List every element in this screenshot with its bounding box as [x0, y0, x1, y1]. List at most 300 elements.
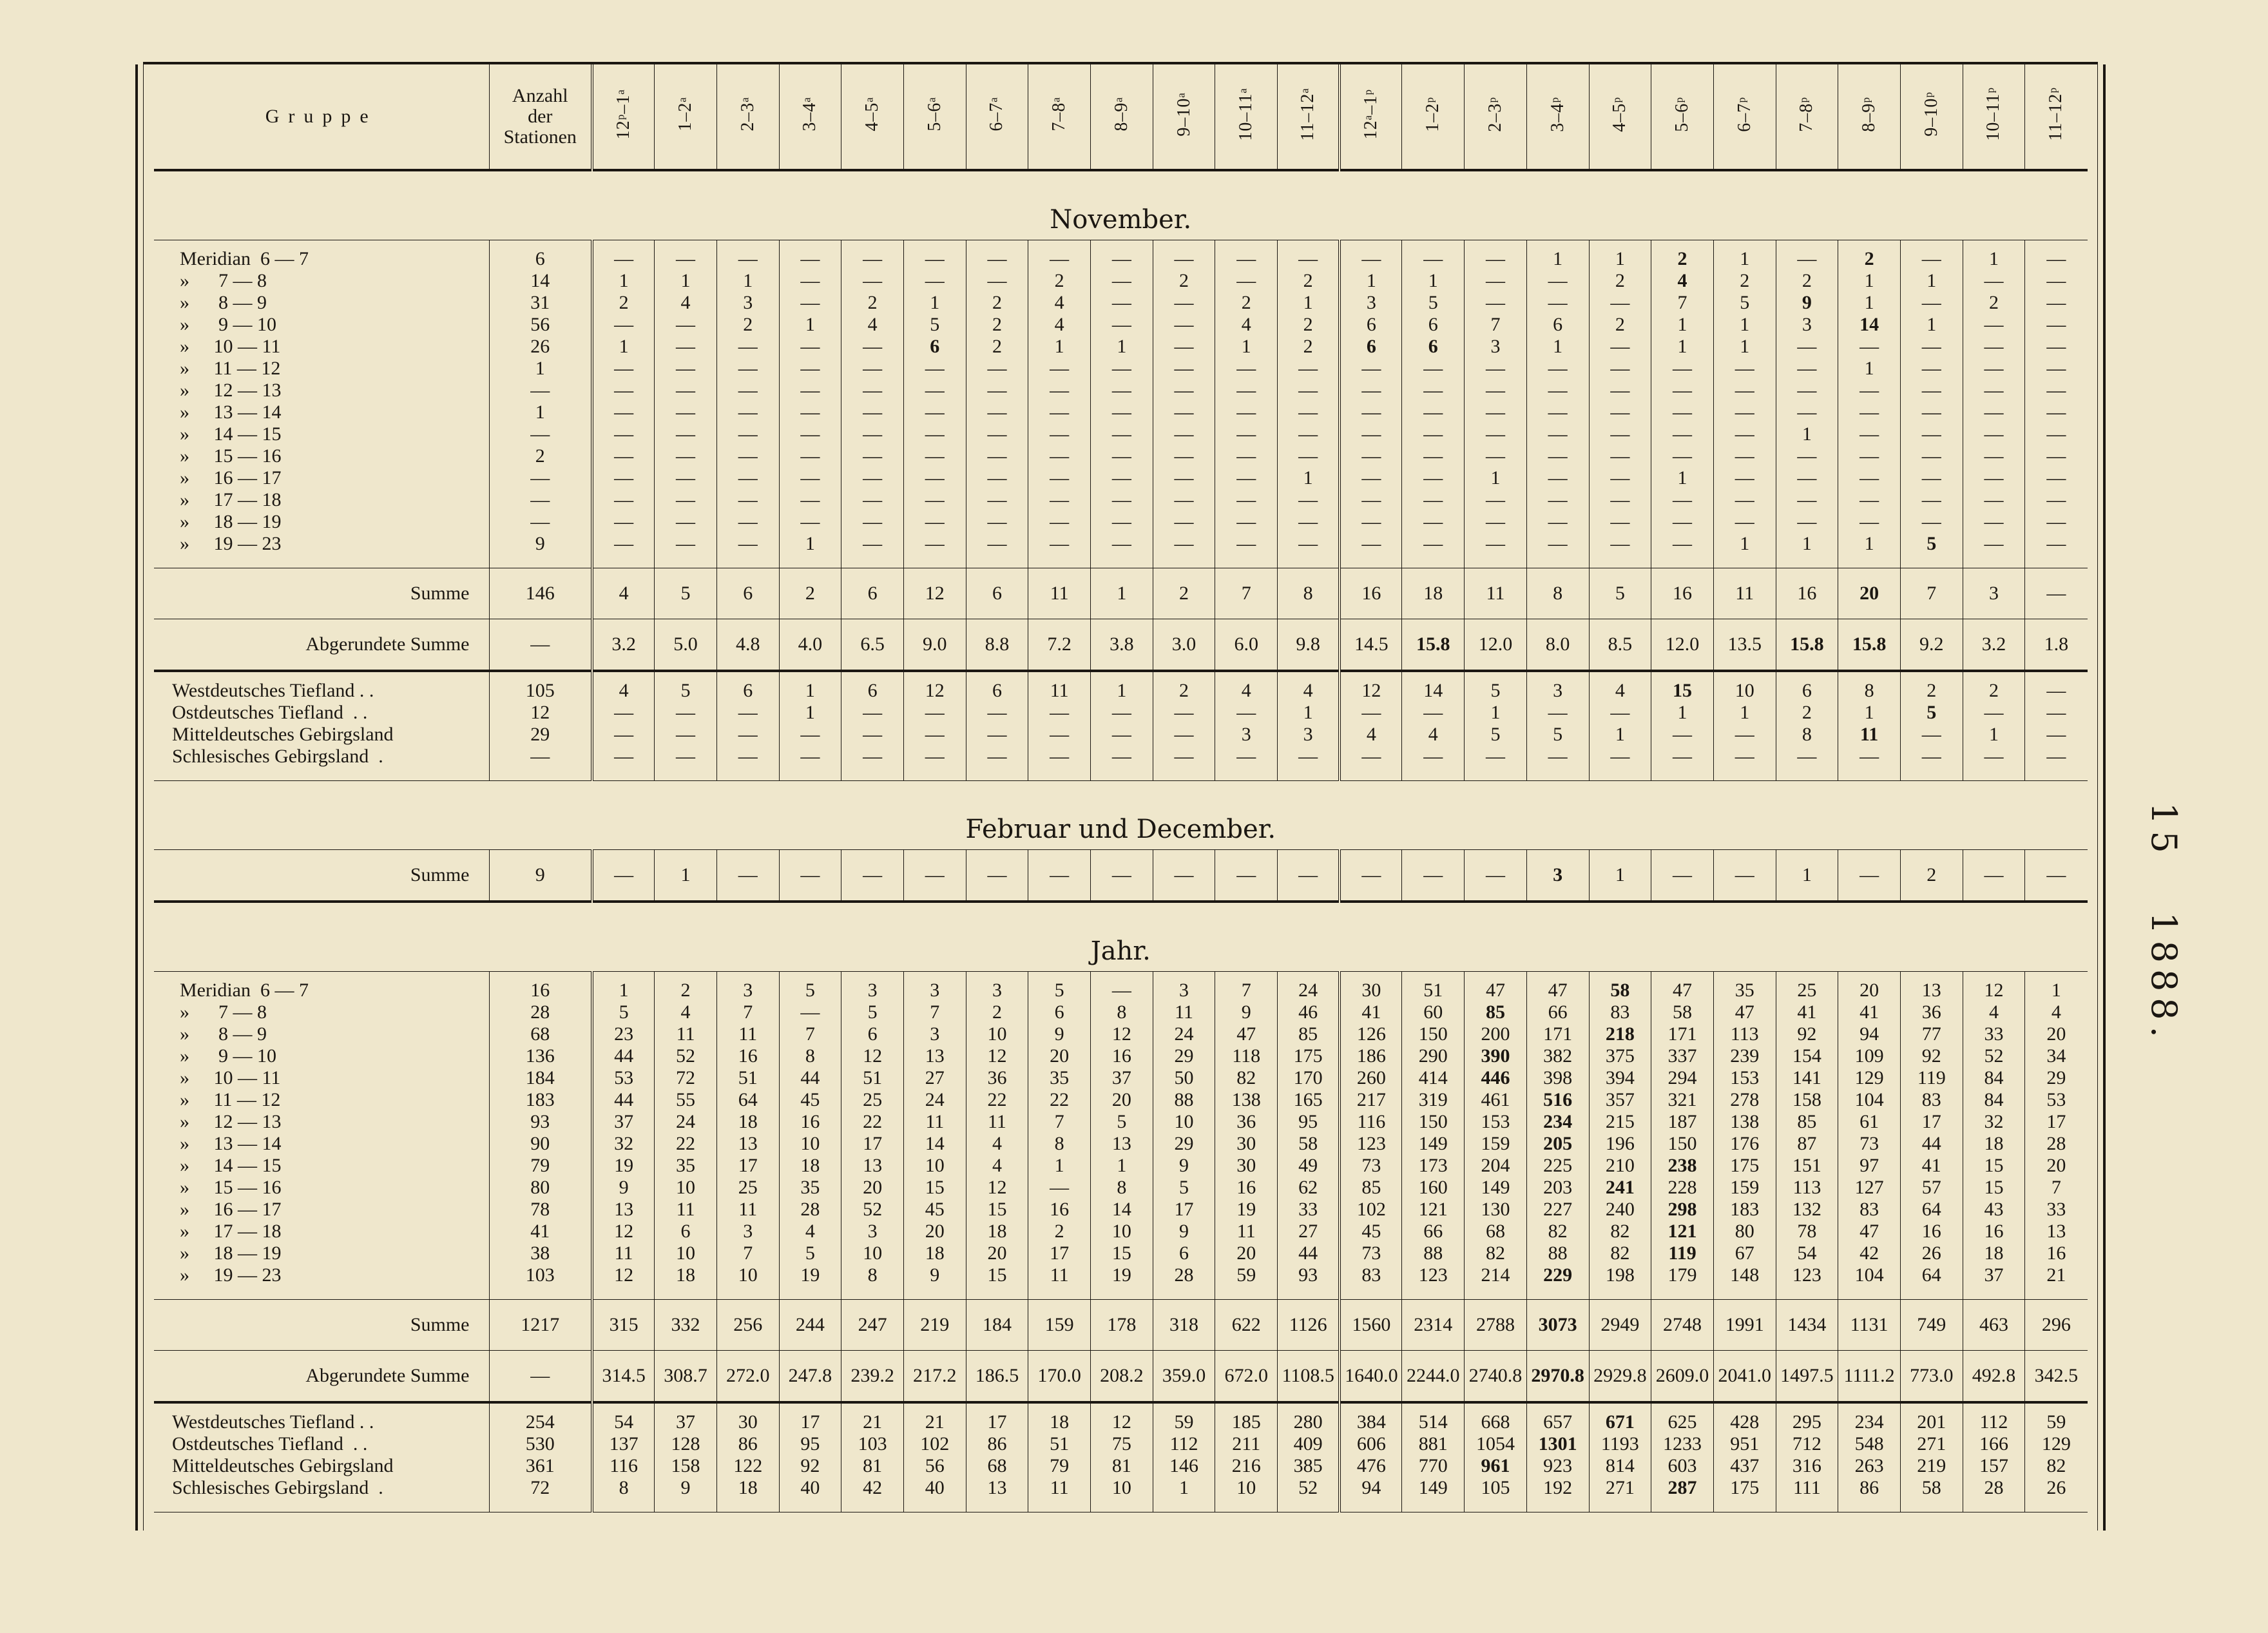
cell-value: — [1091, 511, 1153, 533]
cell-value: 215 [1589, 1111, 1651, 1133]
cell-value: — [1340, 702, 1402, 724]
cell-value: 12 [592, 1221, 655, 1242]
cell-value: — [592, 358, 655, 380]
cell-value: 773.0 [1900, 1351, 1963, 1403]
cell-value: — [1153, 511, 1215, 533]
cell-value: 11 [716, 1023, 779, 1045]
cell-value: 34 [2025, 1045, 2088, 1067]
cell-value: — [1402, 358, 1465, 380]
cell-value: 9 [903, 1264, 966, 1300]
cell-value: — [903, 702, 966, 724]
cell-value: — [716, 511, 779, 533]
cell-value: — [1153, 292, 1215, 314]
section-title: Jahr. [154, 902, 2088, 972]
cell-value: 4.8 [716, 619, 779, 672]
cell-value: 12 [966, 1177, 1028, 1199]
cell-value: — [592, 467, 655, 489]
cell-value: 29 [2025, 1067, 2088, 1089]
cell-value: 6 [1340, 314, 1402, 336]
cell-value: 5 [779, 1242, 841, 1264]
cell-value: 2 [1900, 850, 1963, 902]
cell-value: 214 [1465, 1264, 1527, 1300]
cell-value: 749 [1900, 1300, 1963, 1351]
cell-value: 1991 [1713, 1300, 1776, 1351]
cell-value: 1126 [1278, 1300, 1340, 1351]
row-label: » 12 — 13 [180, 1111, 282, 1132]
cell-value: — [655, 401, 717, 423]
cell-value: — [779, 489, 841, 511]
cell-value: 28 [779, 1199, 841, 1221]
cell-value: 200 [1465, 1023, 1527, 1045]
cell-value: 7 [903, 1001, 966, 1023]
cell-value: 49 [1278, 1155, 1340, 1177]
cell-value: — [1340, 380, 1402, 401]
cell-value: 104 [1838, 1089, 1901, 1111]
station-count: 56 [489, 314, 592, 336]
header-hour: 12ᵃ–1ᵖ [1340, 64, 1402, 170]
row-label: » 8 — 9 [180, 292, 267, 313]
meridian-row [154, 445, 2088, 467]
cell-value: — [1526, 511, 1589, 533]
header-hour: 7–8ᵃ [1028, 64, 1091, 170]
cell-value: 375 [1589, 1045, 1651, 1067]
cell-value: 24 [655, 1111, 717, 1133]
cell-value: 8 [841, 1264, 904, 1300]
row-label: Schlesisches Gebirgsland . [154, 746, 489, 781]
cell-value: — [655, 467, 717, 489]
cell-value: — [1028, 401, 1091, 423]
cell-value: 2 [1776, 270, 1838, 292]
station-count: 29 [489, 724, 592, 746]
cell-value: 1 [655, 850, 717, 902]
cell-value: — [1651, 358, 1714, 380]
cell-value: 19 [1215, 1199, 1278, 1221]
cell-value: — [1589, 358, 1651, 380]
cell-value: 1 [779, 702, 841, 724]
cell-value: 603 [1651, 1455, 1714, 1477]
cell-value: — [903, 270, 966, 292]
cell-value: 6 [903, 336, 966, 358]
cell-value: 9 [1776, 292, 1838, 314]
cell-value: — [592, 746, 655, 781]
cell-value: 622 [1215, 1300, 1278, 1351]
station-count: — [489, 467, 592, 489]
cell-value: 16 [1340, 568, 1402, 619]
cell-value: — [1900, 511, 1963, 533]
cell-value: — [1402, 533, 1465, 568]
cell-value: 8 [592, 1477, 655, 1512]
cell-value: 1 [1963, 240, 2025, 271]
cell-value: — [1153, 423, 1215, 445]
cell-value: 15 [903, 1177, 966, 1199]
cell-value: 314.5 [592, 1351, 655, 1403]
cell-value: — [1776, 467, 1838, 489]
header-hour: 3–4ᵃ [779, 64, 841, 170]
cell-value: 1 [1713, 240, 1776, 271]
cell-value: — [655, 533, 717, 568]
cell-value: — [779, 511, 841, 533]
cell-value: 47 [1465, 972, 1527, 1002]
cell-value: — [841, 850, 904, 902]
cell-value: — [1963, 467, 2025, 489]
cell-value: — [1465, 850, 1527, 902]
cell-value: — [1776, 401, 1838, 423]
cell-value: 35 [1028, 1067, 1091, 1089]
cell-value: 3.8 [1091, 619, 1153, 672]
header-hour: 4–5ᵖ [1589, 64, 1651, 170]
row-label: Schlesisches Gebirgsland . [154, 1477, 489, 1512]
cell-value: 15 [966, 1264, 1028, 1300]
cell-value: — [1402, 489, 1465, 511]
station-count: 530 [489, 1433, 592, 1455]
cell-value: — [1028, 240, 1091, 271]
cell-value: 244 [779, 1300, 841, 1351]
cell-value: 1108.5 [1278, 1351, 1340, 1403]
cell-value: — [2025, 270, 2088, 292]
cell-value: 5 [1900, 533, 1963, 568]
cell-value: 1 [779, 533, 841, 568]
meridian-row [154, 401, 2088, 423]
cell-value: — [1651, 533, 1714, 568]
cell-value: 85 [1278, 1023, 1340, 1045]
cell-value: 514 [1402, 1402, 1465, 1433]
cell-value: 3 [716, 972, 779, 1002]
cell-value: 15 [1963, 1155, 2025, 1177]
meridian-row [154, 1133, 2088, 1155]
section-title: November. [154, 170, 2088, 240]
cell-value: — [655, 489, 717, 511]
cell-value: 159 [1713, 1177, 1776, 1199]
cell-value: — [1153, 746, 1215, 781]
cell-value: — [1465, 401, 1527, 423]
cell-value: 7 [1215, 568, 1278, 619]
cell-value: 1 [1091, 568, 1153, 619]
row-label: Westdeutsches Tiefland . . [172, 680, 374, 701]
meridian-row [154, 489, 2088, 511]
cell-value: 2 [1028, 1221, 1091, 1242]
meridian-row [154, 1023, 2088, 1045]
cell-value: 112 [1963, 1402, 2025, 1433]
cell-value: 2244.0 [1402, 1351, 1465, 1403]
cell-value: 1 [1713, 533, 1776, 568]
cell-value: — [1713, 724, 1776, 746]
cell-value: — [1028, 850, 1091, 902]
meridian-row [154, 1089, 2088, 1111]
cell-value: — [841, 511, 904, 533]
cell-value: — [2025, 358, 2088, 380]
cell-value: 11 [1153, 1001, 1215, 1023]
cell-value: 7 [1028, 1111, 1091, 1133]
cell-value: — [1028, 489, 1091, 511]
cell-value: 66 [1526, 1001, 1589, 1023]
cell-value: 53 [2025, 1089, 2088, 1111]
cell-value: 2 [966, 314, 1028, 336]
cell-value: — [2025, 292, 2088, 314]
cell-value: 123 [1402, 1264, 1465, 1300]
cell-value: 5 [655, 671, 717, 702]
cell-value: — [1589, 511, 1651, 533]
cell-value: 176 [1713, 1133, 1776, 1155]
cell-value: 166 [1963, 1433, 2025, 1455]
cell-value: — [1402, 423, 1465, 445]
cell-value: — [1465, 423, 1527, 445]
cell-value: 185 [1215, 1402, 1278, 1433]
cell-value: 3.2 [592, 619, 655, 672]
cell-value: 227 [1526, 1199, 1589, 1221]
cell-value: 17 [716, 1155, 779, 1177]
header-hour: 1–2ᵃ [655, 64, 717, 170]
cell-value: 87 [1776, 1133, 1838, 1155]
cell-value: — [1278, 533, 1340, 568]
cell-value: 1 [1838, 702, 1901, 724]
cell-value: 5 [1465, 671, 1527, 702]
cell-value: 2 [1776, 702, 1838, 724]
cell-value: — [1153, 724, 1215, 746]
cell-value: — [1215, 533, 1278, 568]
cell-value: 20 [903, 1221, 966, 1242]
section-title-row [154, 902, 2088, 972]
cell-value: 8 [1091, 1001, 1153, 1023]
cell-value: — [1278, 358, 1340, 380]
cell-value: 92 [1776, 1023, 1838, 1045]
cell-value: — [716, 850, 779, 902]
meridian-row [154, 1001, 2088, 1023]
cell-value: 13 [2025, 1221, 2088, 1242]
station-count: 105 [489, 671, 592, 702]
cell-value: 10 [779, 1133, 841, 1155]
cell-value: — [841, 702, 904, 724]
cell-value: 36 [1215, 1111, 1278, 1133]
cell-value: 157 [1963, 1455, 2025, 1477]
station-count: — [489, 489, 592, 511]
cell-value: 8.8 [966, 619, 1028, 672]
cell-value: 16 [1776, 568, 1838, 619]
cell-value: 216 [1215, 1455, 1278, 1477]
cell-value: 54 [1776, 1242, 1838, 1264]
cell-value: 18 [1028, 1402, 1091, 1433]
cell-value: — [966, 423, 1028, 445]
cell-value: 7.2 [1028, 619, 1091, 672]
cell-value: — [1963, 358, 2025, 380]
cell-value: 62 [1278, 1177, 1340, 1199]
cell-value: — [1526, 380, 1589, 401]
cell-value: 2 [966, 1001, 1028, 1023]
cell-value: 138 [1713, 1111, 1776, 1133]
cell-value: 12.0 [1465, 619, 1527, 672]
cell-value: 41 [1340, 1001, 1402, 1023]
cell-value: 30 [1215, 1133, 1278, 1155]
cell-value: 5 [1526, 724, 1589, 746]
cell-value: — [716, 380, 779, 401]
cell-value: 1 [1589, 850, 1651, 902]
cell-value: — [1278, 445, 1340, 467]
station-count: — [489, 380, 592, 401]
cell-value: 64 [716, 1089, 779, 1111]
cell-value: 234 [1838, 1402, 1901, 1433]
cell-value: 1 [1091, 1155, 1153, 1177]
station-count: 28 [489, 1001, 592, 1023]
cell-value: — [655, 423, 717, 445]
cell-value: — [779, 401, 841, 423]
cell-value: — [1340, 401, 1402, 423]
cell-value: 16 [1215, 1177, 1278, 1199]
cell-value: 1 [1465, 467, 1527, 489]
cell-value: 13 [903, 1045, 966, 1067]
header-hour: 4–5ᵃ [841, 64, 904, 170]
cell-value: — [841, 489, 904, 511]
cell-value: 8 [1838, 671, 1901, 702]
cell-value: 8 [1526, 568, 1589, 619]
cell-value: — [1776, 489, 1838, 511]
cell-value: 11 [655, 1023, 717, 1045]
cell-value: 37 [1091, 1067, 1153, 1089]
cell-value: — [1215, 702, 1278, 724]
cell-value: — [1900, 746, 1963, 781]
cell-value: 2 [1589, 314, 1651, 336]
cell-value: — [1963, 850, 2025, 902]
cell-value: 3 [841, 1221, 904, 1242]
cell-value: 103 [841, 1433, 904, 1455]
cell-value: — [1278, 401, 1340, 423]
cell-value: 10 [1091, 1221, 1153, 1242]
cell-value: 1 [1651, 702, 1714, 724]
cell-value: 83 [1340, 1264, 1402, 1300]
station-count: — [489, 511, 592, 533]
cell-value: — [779, 423, 841, 445]
cell-value: 3 [1776, 314, 1838, 336]
cell-value: 11 [1028, 671, 1091, 702]
cell-value: — [1589, 401, 1651, 423]
cell-value: 22 [966, 1089, 1028, 1111]
cell-value: 13 [1900, 972, 1963, 1002]
cell-value: — [1278, 850, 1340, 902]
cell-value: — [1713, 467, 1776, 489]
station-count: 16 [489, 972, 592, 1002]
cell-value: — [779, 292, 841, 314]
cell-value: — [1776, 746, 1838, 781]
station-count: 1 [489, 358, 592, 380]
meridian-row [154, 423, 2088, 445]
cell-value: 129 [2025, 1433, 2088, 1455]
cell-value: 37 [592, 1111, 655, 1133]
cell-value: 20 [1028, 1045, 1091, 1067]
cell-value: 22 [841, 1111, 904, 1133]
cell-value: 7 [2025, 1177, 2088, 1199]
cell-value: — [1963, 489, 2025, 511]
cell-value: 47 [1651, 972, 1714, 1002]
cell-value: 45 [1340, 1221, 1402, 1242]
cell-value: — [1340, 423, 1402, 445]
cell-value: 12 [592, 1264, 655, 1300]
cell-value: — [1215, 423, 1278, 445]
cell-value: 2740.8 [1465, 1351, 1527, 1403]
cell-value: 9.8 [1278, 619, 1340, 672]
cell-value: 175 [1278, 1045, 1340, 1067]
cell-value: 1233 [1651, 1433, 1714, 1455]
cell-value: — [1651, 401, 1714, 423]
cell-value: 923 [1526, 1455, 1589, 1477]
cell-value: 15 [1091, 1242, 1153, 1264]
cell-value: — [716, 467, 779, 489]
cell-value: 1 [1838, 292, 1901, 314]
cell-value: — [779, 467, 841, 489]
cell-value: 2 [1278, 270, 1340, 292]
cell-value: — [2025, 240, 2088, 271]
cell-value: 219 [903, 1300, 966, 1351]
station-count: 254 [489, 1402, 592, 1433]
row-label: Mitteldeutsches Gebirgsland [172, 1455, 394, 1476]
cell-value: 102 [903, 1433, 966, 1455]
cell-value: — [841, 401, 904, 423]
cell-value: 1 [779, 671, 841, 702]
cell-value: 184 [966, 1300, 1028, 1351]
cell-value: 59 [1215, 1264, 1278, 1300]
cell-value: — [2025, 423, 2088, 445]
cell-value: 8.5 [1589, 619, 1651, 672]
cell-value: 1 [1278, 292, 1340, 314]
cell-value: — [841, 445, 904, 467]
cell-value: 1 [903, 292, 966, 314]
cell-value: 1 [1651, 314, 1714, 336]
station-count: 31 [489, 292, 592, 314]
cell-value: — [1651, 445, 1714, 467]
cell-value: — [1526, 746, 1589, 781]
cell-value: 113 [1713, 1023, 1776, 1045]
cell-value: — [655, 511, 717, 533]
cell-value: 148 [1713, 1264, 1776, 1300]
cell-value: 170 [1278, 1067, 1340, 1089]
cell-value: 23 [592, 1023, 655, 1045]
cell-value: — [1526, 358, 1589, 380]
header-hour: 8–9ᵃ [1091, 64, 1153, 170]
cell-value: 6 [841, 568, 904, 619]
cell-value: 2 [1215, 292, 1278, 314]
cell-value: — [716, 489, 779, 511]
cell-value: 60 [1402, 1001, 1465, 1023]
cell-value: 18 [1963, 1242, 2025, 1264]
cell-value: 1054 [1465, 1433, 1527, 1455]
cell-value: — [716, 724, 779, 746]
cell-value: 263 [1838, 1455, 1901, 1477]
cell-value: 271 [1589, 1477, 1651, 1512]
cell-value: 3.2 [1963, 619, 2025, 672]
header-hour: 3–4ᵖ [1526, 64, 1589, 170]
cell-value: 4 [1028, 292, 1091, 314]
cell-value: 72 [655, 1067, 717, 1089]
cell-value: 7 [1215, 972, 1278, 1002]
cell-value: 3 [1278, 724, 1340, 746]
cell-value: — [1028, 358, 1091, 380]
cell-value: — [1838, 467, 1901, 489]
cell-value: 1 [1900, 270, 1963, 292]
cell-value: 1 [1838, 270, 1901, 292]
cell-value: 16 [1900, 1221, 1963, 1242]
cell-value: — [716, 533, 779, 568]
cell-value: 2 [1713, 270, 1776, 292]
cell-value: — [592, 401, 655, 423]
cell-value: 16 [1028, 1199, 1091, 1221]
cell-value: 112 [1153, 1433, 1215, 1455]
cell-value: 30 [1215, 1155, 1278, 1177]
cell-value: 1 [1713, 314, 1776, 336]
cell-value: — [655, 380, 717, 401]
cell-value: 18 [779, 1155, 841, 1177]
cell-value: 17 [841, 1133, 904, 1155]
cell-value: — [1838, 511, 1901, 533]
cell-value: — [966, 746, 1028, 781]
meridian-row [154, 1177, 2088, 1199]
cell-value: — [841, 358, 904, 380]
